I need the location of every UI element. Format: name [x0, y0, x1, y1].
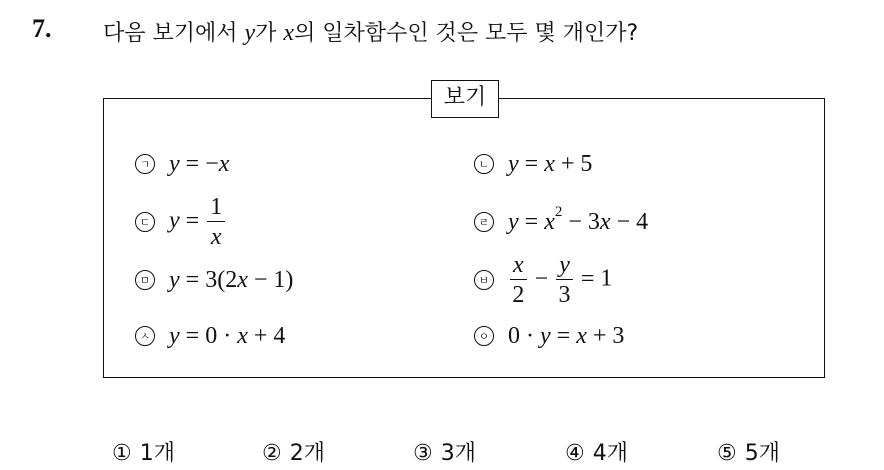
item-marker: ㅂ: [474, 270, 494, 290]
item-marker: ㅁ: [135, 270, 155, 290]
question-text: [103, 16, 638, 47]
item-marker: ㅅ: [135, 326, 155, 346]
question-text-part1: 다음 보기에서: [103, 21, 245, 46]
choice-label: 5개: [744, 441, 780, 466]
item-nieun: [474, 139, 592, 189]
item-marker: ㄱ: [135, 154, 155, 174]
item-siot: [135, 311, 285, 361]
item-bieup: [474, 252, 613, 308]
choice-number: ②: [262, 441, 282, 466]
equation: y = x + 5: [508, 150, 593, 177]
item-mieum: [135, 255, 293, 305]
item-marker: ㄹ: [474, 212, 494, 232]
choice-1[interactable]: [112, 436, 175, 467]
choice-3[interactable]: [413, 436, 476, 467]
item-digeut: [135, 194, 227, 250]
answer-choices: [0, 436, 884, 470]
equation: $\frac{x}{2}$ − $\frac{y}{3}$ = 1: [508, 253, 612, 307]
choice-label: 1개: [139, 441, 175, 466]
item-giyeok: [135, 139, 229, 189]
question-number: 7.: [32, 14, 52, 43]
choice-number: ①: [112, 441, 132, 466]
item-marker: ㄴ: [474, 154, 494, 174]
choice-5[interactable]: [717, 436, 780, 467]
question-text-part2: 가: [255, 21, 284, 46]
choice-label: 2개: [289, 441, 325, 466]
question-text-part3: 의 일차함수인 것은 모두 몇 개인가?: [294, 21, 639, 46]
choice-label: 4개: [592, 441, 628, 466]
item-marker: ㅇ: [474, 326, 494, 346]
choice-number: ③: [413, 441, 433, 466]
equation: 0 · y = x + 3: [508, 322, 625, 349]
item-ieung: [474, 311, 624, 361]
choice-2[interactable]: [262, 436, 325, 467]
example-box-title: 보기: [431, 80, 499, 118]
equation: y = 3(2x − 1): [169, 266, 294, 293]
item-rieul: [474, 197, 648, 247]
choice-4[interactable]: [565, 436, 628, 467]
choice-number: ⑤: [717, 441, 737, 466]
choice-number: ④: [565, 441, 585, 466]
equation: y = $\frac{1}{x}$: [169, 195, 227, 249]
equation: y = −x: [169, 150, 230, 177]
item-marker: ㄷ: [135, 212, 155, 232]
equation: $y = x^2 - 3x - 4$: [508, 204, 649, 235]
question-var-y: y: [244, 20, 256, 46]
equation: y = 0 · x + 4: [169, 322, 286, 349]
choice-label: 3개: [440, 441, 476, 466]
question-var-x: x: [283, 20, 295, 46]
